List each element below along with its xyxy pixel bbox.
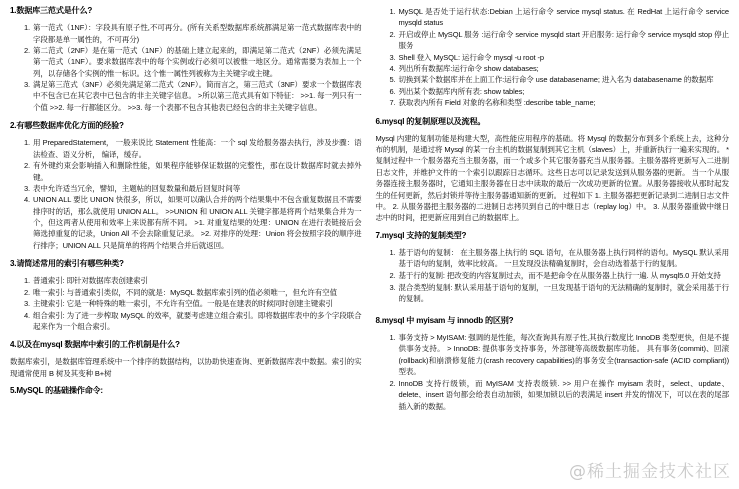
list-item: 1. 第一范式（1NF）：字段具有原子性,不可再分。(所有关系型数据库系统都满足第一范式数据库表中的字段都是单一属性的，不可再分) [32,22,362,45]
list-item: 4. 列出所有数据库:运行命令 show databases; [398,63,730,74]
section-heading-4: 4.以及在mysql 数据库中索引的工作机制是什么? [10,340,180,350]
answer-paragraph-6: Mysql 内建的复制功能是构建大型，高性能应用程序的基础。将 Mysql 的数据分布到多个系统上去，这种分布的机制，是通过将 Mysql 的某一台主机的数据复制到其它主机（slaves）上，并重新执行一遍来实现的。 * 复制过程中一个服务器充当主服务器，而一个或多个其它服务器充当从服务器。主服务器将更新写入二进制日志文件，并维护文件的一个索引以跟踪日志循环。这些日志可以记录发送到从服务器的更新。 当一个从服务器连接主服务器时，它通知主服务器在日志中读取的最后一次成功更新的位置。从服务器接收从那时起发生的任何更新，然后封锁并等待主服务器通知新的更新。 过程如下 1. 主服务器把更新记录到二进制日志文件中。 2. 从服务器把主服务器的二进制日志拷贝到自己的中继日志（replay log）中。 3. 从服务器重做中继日志中的时间，把更新应用到自己的数据库上。 [375,133,729,223]
answer-list-1 [10,22,362,113]
list-item: 4. 组合索引: 为了进一步榨取 MySQL 的效率，就要考虑建立组合索引。即将数据库表中的多个字段联合起来作为一个组合索引。 [32,310,362,333]
section-heading-1: 1.数据库三范式是什么? [10,6,93,15]
list-item: 1. 基于语句的复制： 在主服务器上执行的 SQL 语句，在从服务器上执行同样的语句。MySQL 默认采用基于语句的复制，效率比较高。 一旦发现没法精确复制时，会自动选着基于行的复制。 [398,247,730,270]
answer-list-8 [376,332,730,412]
list-item: 6. 列出某个数据库内所有表: show tables; [398,86,730,97]
section-heading-5: 5.MySQL 的基础操作命令: [10,386,103,396]
list-item: 2. 开启或停止 MySQL 服务 :运行命令 service mysqld start 开启服务: 运行命令 service mysqld stop 停止服务 [398,29,730,52]
section-heading-6: 6.mysql 的复制原理以及流程。 [375,116,486,126]
section-heading-3: 3.请简述常用的索引有哪些种类? [10,259,124,269]
list-item: 3. Shell 登入 MySQL: 运行命令 mysql -u root -p [398,52,730,63]
answer-paragraph-4: 数据库索引，是数据库管理系统中一个排序的数据结构，以协助快速查询、更新数据库表中数据。索引的实现通常使用 B 树及其变种 B+树 [10,357,362,378]
site-watermark: @稀土掘金技术社区 [569,462,731,482]
list-item: 3. 混合类型的复制: 默认采用基于语句的复制，一旦发现基于语句的无法精确的复制时，就会采用基于行的复制。 [398,282,730,305]
list-item: 3. 主键索引: 它是一种特殊的唯一索引，不允许有空值。一般是在建表的时候同时创建主键索引 [32,298,362,309]
list-item: 1. 普通索引: 即针对数据库表创建索引 [32,275,362,286]
list-item: 4. UNION ALL 要比 UNION 快很多，所以，如果可以确认合并的两个结果集中不包含重复数据且不需要排序时的话，那么就使用 UNION ALL。 >>UNION 和 UNION ALL 关键字都是将两个结果集合并为一个，但这两者从使用和效率上来说都有所不同。 >1. 对重复结果的处理：UNION 在进行表链接后会筛选掉重复的记录，Union All 不会去除重复记录。 >2. 对排序的处理：Union 将会按照字段的顺序进行排序；UNION ALL 只是简单的将两个结果合并后就返回。 [32,194,362,251]
section-heading-8: 8.mysql 中 myisam 与 innodb 的区别? [375,315,514,325]
list-item: 2. 唯一索引: 与普通索引类似，不同的就是：MySQL 数据库索引列的值必须唯一，但允许有空值 [32,287,362,298]
answer-list-2 [10,137,362,251]
answer-list-5 [376,6,730,109]
answer-list-7 [376,247,730,305]
section-heading-7: 7.mysql 支持的复制类型? [375,230,467,240]
list-item: 1. MySQL 是否处于运行状态:Debian 上运行命令 service mysql status. 在 RedHat 上运行命令 service mysqld status [398,6,730,29]
list-item: 2. 第二范式（2NF）是在第一范式（1NF）的基础上建立起来的，即满足第二范式（2NF）必须先满足第一范式（1NF）。要求数据库表中的每个实例或行必须可以被惟一地区分。通常需要为表加上一个列，以存储各个实例的惟一标识。这个惟一属性列被称为主关键字或主键。 [32,45,362,79]
list-item: 2. InnoDB 支持行级锁，而 MyISAM 支持表级锁. >> 用户在操作 myisam 表时，select、update、delete、insert 语句都会给表自动加锁，如果加锁以后的表满足 insert 并发的情况下，可以在表的尾部插入新的数据。 [398,378,730,412]
list-item: 3. 表中允许适当冗余，譬如，主题帖的回复数量和最后回复时间等 [32,183,362,194]
right-column [370,0,739,420]
list-item: 5. 切换到某个数据库并在上面工作:运行命令 use databasename; 进入名为 databasename 的数据库 [398,74,730,85]
list-item: 2. 有外键约束会影响插入和删除性能，如果程序能够保证数据的完整性，那在设计数据库时就去掉外键。 [32,160,362,183]
list-item: 7. 获取表内所有 Field 对象的名称和类型 :describe table_name; [398,97,730,108]
answer-list-3 [10,275,362,332]
left-column [0,0,370,402]
list-item: 2. 基于行的复制: 把改变的内容复制过去，而不是把命令在从服务器上执行一遍. 从 mysql5.0 开始支持 [398,270,730,281]
list-item: 1. 用 PreparedStatement， 一般来说比 Statement 性能高：一个 sql 发给服务器去执行，涉及步骤：语法检查、语义分析， 编译，缓存。 [32,137,362,160]
list-item: 3. 满足第三范式（3NF）必须先满足第二范式（2NF）。简而言之，第三范式（3NF）要求一个数据库表中不包含已在其它表中已包含的非主关键字信息。 >所以第三范式具有如下特征： >>1. 每一列只有一个值 >>2. 每一行都能区分。 >>3. 每一个表都不包含其他表已经包含的非主关键字信息。 [32,79,362,113]
list-item: 1. 事务支持 > MyISAM: 强调的是性能，每次查询具有原子性,其执行数度比 InnoDB 类型更快，但是不提供事务支持。 > InnoDB: 提供事务支持事务，外部键等高级数据库功能。 具有事务(commit)、回滚(rollback)和崩溃修复能力(crash recovery capabilities)的事务安全(transaction-safe (ACID compliant))型表。 [398,332,730,378]
section-heading-2: 2.有哪些数据库优化方面的经验? [10,121,124,131]
